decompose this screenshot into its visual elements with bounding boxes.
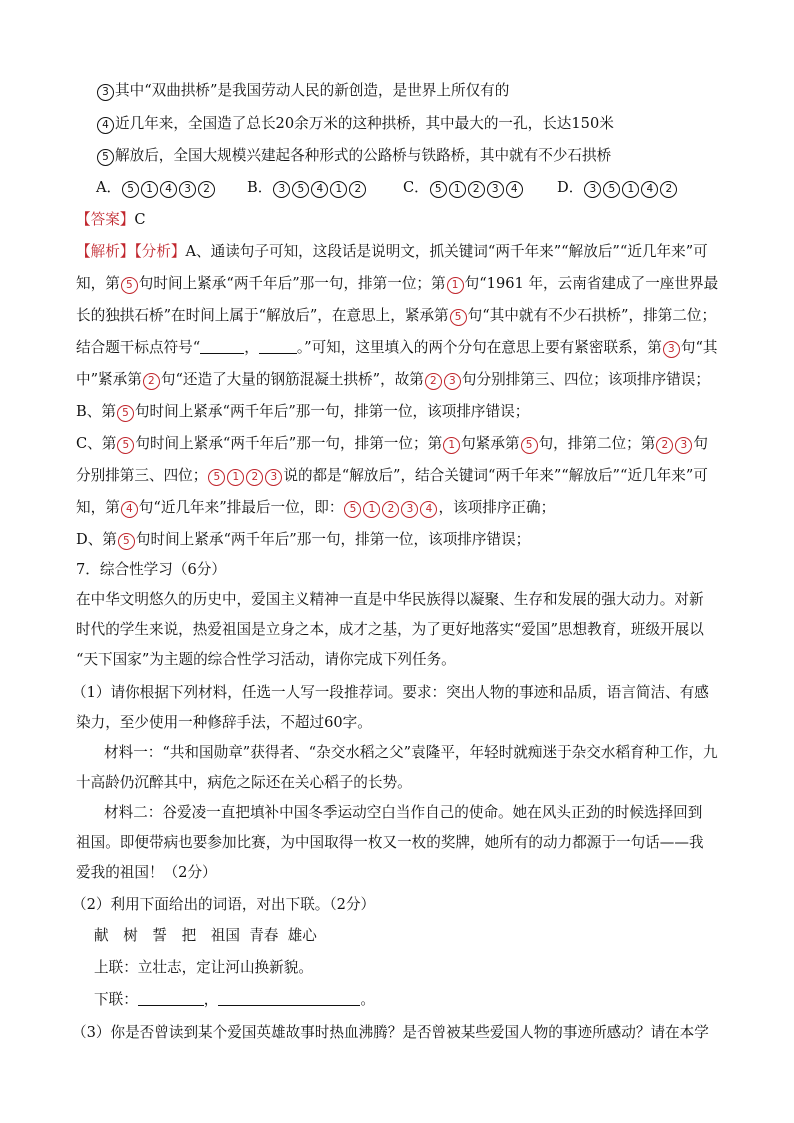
circled-number: 3	[401, 501, 418, 518]
choice-label: C．	[403, 179, 429, 196]
intro-line-3: “天下国家”为主题的综合性学习活动，请你完成下列任务。	[76, 651, 456, 668]
blank-line	[200, 339, 244, 354]
circled-number: 2	[246, 469, 263, 486]
analysis-text: ，	[244, 339, 259, 356]
circled-number: 5	[208, 469, 225, 486]
option-text: 其中“双曲拱桥”是我国劳动人民的新创造，是世界上所仅有的	[115, 82, 510, 99]
circled-number: 4	[641, 181, 658, 198]
analysis-text: 句时间上紧承“两千年后”那一句，排第一位；第	[138, 275, 446, 292]
analysis-line-5	[76, 370, 710, 390]
circled-number: 5	[430, 181, 447, 198]
circled-number: 1	[141, 181, 158, 198]
circled-number: 4	[97, 117, 114, 134]
analysis-text: 句紧承第	[461, 435, 520, 452]
lower-couplet	[94, 990, 375, 1010]
material-2-line-3: 爱我的祖国！（2分）	[76, 864, 217, 881]
upper-couplet: 上联：立壮志，定让河山换新貌。	[94, 959, 313, 976]
analysis-text: 。”可知，这里填入的两个分句在意思上要有紧密联系，第	[296, 339, 662, 356]
circled-number: 5	[122, 181, 139, 198]
option-line-5	[96, 146, 611, 166]
terminator: 。	[360, 991, 376, 1008]
circled-number: 1	[227, 469, 244, 486]
circled-number: 4	[420, 501, 437, 518]
analysis-text: C、第	[76, 435, 117, 452]
task-3-line: （3）你是否曾读到某个爱国英雄故事时热血沸腾？是否曾被某些爱国人物的事迹所感动？请在本学	[72, 1024, 709, 1041]
task-1-line-2: 染力，至少使用一种修辞手法，不超过60字。	[76, 714, 372, 731]
analysis-text: 句时间上紧承“两千年后”那一句，排第一位，该项排序错误；	[134, 403, 530, 420]
choice-c	[403, 178, 524, 198]
analysis-text: 长的独拱石桥”在时间上属于“解放后”，在意思上，紧承第	[76, 307, 449, 324]
circled-number: 3	[663, 341, 680, 358]
circled-number: 5	[117, 437, 134, 454]
answer-blank-2[interactable]	[218, 991, 360, 1006]
circled-number: 4	[506, 181, 523, 198]
analysis-text: 句“近几年来”排最后一位，即：	[138, 499, 344, 516]
circled-number: 4	[160, 181, 177, 198]
answer-line	[76, 210, 146, 230]
circled-number: 3	[273, 181, 290, 198]
circled-number: 1	[447, 277, 464, 294]
separator: ，	[203, 991, 219, 1008]
analysis-text: A、通读句子可知，这段话是说明文，抓关键词“两千年来”“解放后”“近几年来”可	[185, 243, 708, 260]
analysis-text: 说的都是“解放后”，结合关键词“两千年来”“解放后”“近几年来”可	[283, 467, 708, 484]
option-text: 近几年来，全国造了总长20余万米的这种拱桥，其中最大的一孔，长达150米	[115, 115, 614, 132]
analysis-line-3	[76, 306, 716, 326]
circled-number: 1	[330, 181, 347, 198]
analysis-text: 知，第	[76, 275, 120, 292]
analysis-text: 中”紧承第	[76, 371, 142, 388]
circled-number: 1	[443, 437, 460, 454]
circled-number: 2	[349, 181, 366, 198]
circled-number: 2	[660, 181, 677, 198]
circled-number: 5	[292, 181, 309, 198]
option-line-4	[96, 114, 614, 134]
analysis-text: 分别排第三、四位；	[76, 467, 208, 484]
circled-number: 3	[179, 181, 196, 198]
material-2-line-2: 祖国。即便带病也要参加比赛，为中国取得一枚又一枚的奖牌，她所有的动力都源于一句话——我	[76, 834, 704, 851]
circled-number: 5	[121, 277, 138, 294]
analysis-sub-tag: 【分析】	[134, 243, 186, 260]
intro-line-2: 时代的学生来说，热爱祖国是立身之本，成才之基，为了更好地落实“爱国”思想教育，班级开展以	[76, 621, 704, 638]
choice-d	[557, 178, 678, 198]
circled-number: 3	[97, 84, 114, 101]
analysis-line-1	[76, 242, 708, 262]
analysis-line-2	[76, 274, 718, 294]
circled-number: 3	[444, 373, 461, 390]
choice-a	[96, 178, 216, 198]
analysis-text: 句“还造了大量的钢筋混凝土拱桥”，故第	[160, 371, 424, 388]
choice-label: D．	[557, 179, 584, 196]
circled-number: 5	[344, 501, 361, 518]
question-title: 7．综合性学习（6分）	[76, 561, 226, 578]
option-text: 解放后，全国大规模兴建起各种形式的公路桥与铁路桥，其中就有不少石拱桥	[115, 147, 612, 164]
analysis-line-4	[76, 338, 718, 358]
circled-number: 3	[265, 469, 282, 486]
intro-line-1: 在中华文明悠久的历史中，爱国主义精神一直是中华民族得以凝聚、生存和发展的强大动力。对新	[76, 591, 704, 608]
circled-number: 5	[450, 309, 467, 326]
circled-number: 4	[311, 181, 328, 198]
analysis-line-c3	[76, 498, 555, 518]
analysis-line-c2	[76, 466, 708, 486]
circled-number: 1	[622, 181, 639, 198]
analysis-text: 句“其中就有不少石拱桥”，排第二位；	[467, 307, 717, 324]
circled-number: 3	[584, 181, 601, 198]
circled-number: 5	[117, 405, 134, 422]
circled-number: 3	[487, 181, 504, 198]
analysis-text: 句时间上紧承“两千年后”那一句，排第一位，该项排序错误；	[135, 531, 531, 548]
analysis-line-c1	[76, 434, 708, 454]
option-line-3	[96, 81, 509, 101]
analysis-text: 句“其	[680, 339, 718, 356]
circled-number: 2	[425, 373, 442, 390]
circled-number: 2	[656, 437, 673, 454]
circled-number: 2	[198, 181, 215, 198]
circled-number: 4	[121, 501, 138, 518]
analysis-text: 句时间上紧承“两千年后”那一句，排第一位；第	[135, 435, 443, 452]
analysis-text: B、第	[76, 403, 116, 420]
choice-label: B．	[247, 179, 273, 196]
analysis-line-d	[76, 530, 530, 550]
choice-label: A．	[96, 179, 122, 196]
lower-couplet-label: 下联：	[94, 991, 138, 1008]
analysis-text: 知，第	[76, 499, 120, 516]
circled-number: 2	[382, 501, 399, 518]
answer-blank-1[interactable]	[138, 991, 204, 1006]
analysis-tag: 【解析】	[76, 243, 135, 260]
analysis-text: D、第	[76, 531, 117, 548]
circled-number: 2	[468, 181, 485, 198]
analysis-text: 句	[693, 435, 708, 452]
circled-number: 5	[603, 181, 620, 198]
circled-number: 1	[363, 501, 380, 518]
analysis-text: 句分别排第三、四位；该项排序错误；	[461, 371, 710, 388]
choice-b	[247, 178, 367, 198]
word-list: 献 树 誓 把 祖国 青春 雄心	[94, 927, 317, 944]
task-2-line: （2）利用下面给出的词语，对出下联。（2分）	[72, 896, 376, 913]
analysis-text: 句，排第二位；第	[538, 435, 656, 452]
analysis-line-b	[76, 402, 529, 422]
analysis-text: 结合题干标点符号“	[76, 339, 201, 356]
answer-value: C	[134, 211, 146, 228]
material-1-line-2: 十高龄仍沉醉其中，病危之际还在关心稻子的长势。	[76, 774, 412, 791]
blank-line	[259, 339, 297, 354]
circled-number: 3	[675, 437, 692, 454]
material-1-line-1: 材料一：“共和国勋章”获得者、“杂交水稻之父”袁隆平，年轻时就痴迷于杂交水稻育种工作，九	[104, 744, 718, 761]
answer-tag: 【答案】	[76, 211, 135, 228]
circled-number: 1	[449, 181, 466, 198]
task-1-line-1: （1）请你根据下列材料，任选一人写一段推荐词。要求：突出人物的事迹和品质，语言简洁、有感	[72, 684, 709, 701]
circled-number: 5	[521, 437, 538, 454]
analysis-text: ，该项排序正确；	[438, 499, 556, 516]
circled-number: 2	[143, 373, 160, 390]
material-2-line-1: 材料二：谷爱凌一直把填补中国冬季运动空白当作自己的使命。她在风头正劲的时候选择回到	[104, 804, 703, 821]
circled-number: 5	[97, 149, 114, 166]
analysis-text: 句“1961 年，云南省建成了一座世界最	[464, 275, 719, 292]
circled-number: 5	[118, 533, 135, 550]
